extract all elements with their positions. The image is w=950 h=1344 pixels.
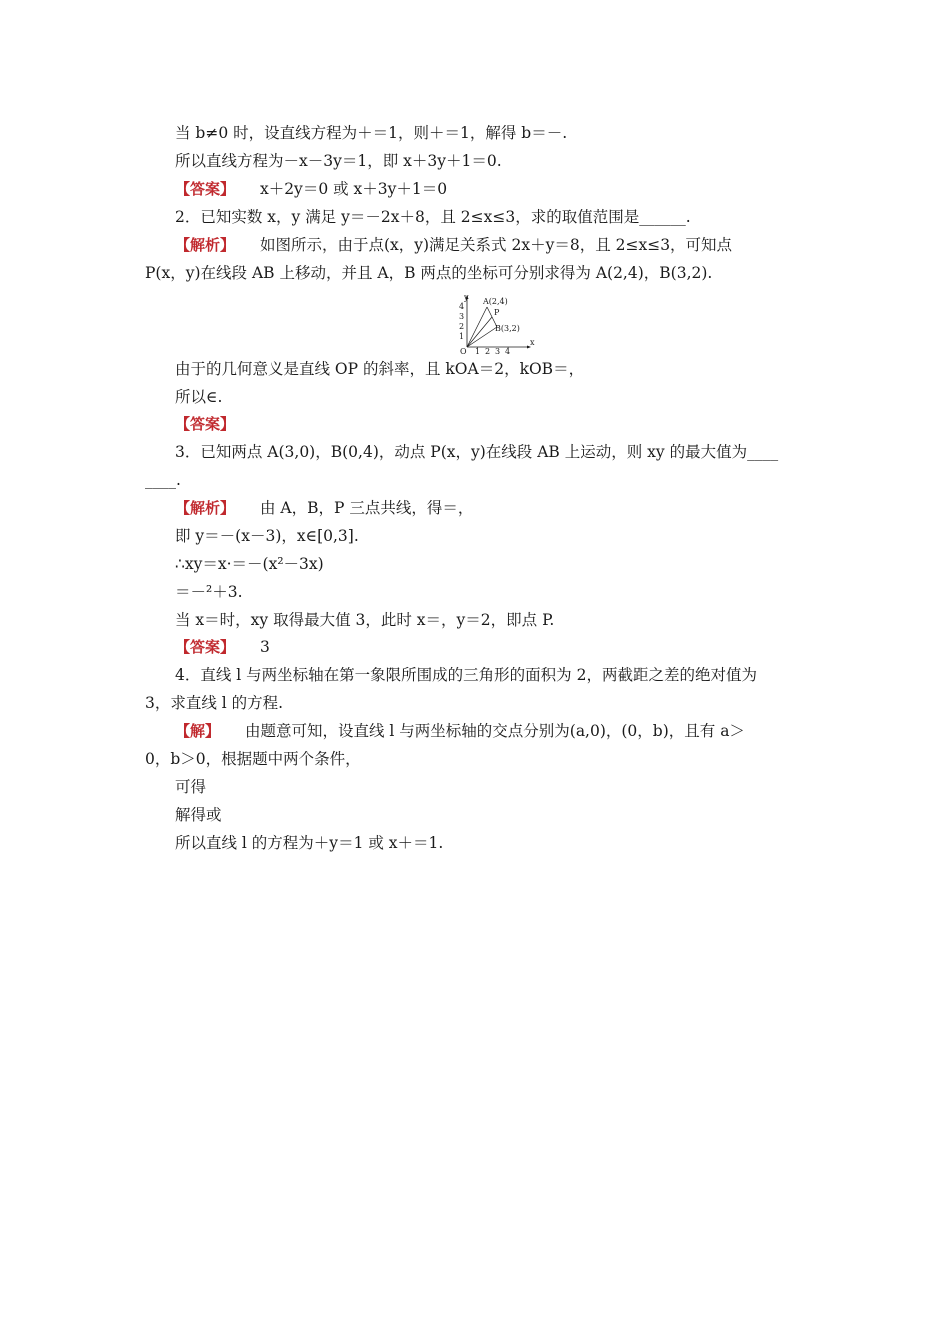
question-2: 2．已知实数 x，y 满足 y＝－2x＋8，且 2≤x≤3，求的取值范围是______.: [175, 208, 691, 226]
question-3: 3．已知两点 A(3,0)，B(0,4)，动点 P(x，y)在线段 AB 上运动，则 xy 的最大值为____: [175, 443, 779, 461]
text-line: ＝－²＋3.: [175, 583, 243, 601]
text-line: 当 x＝时，xy 取得最大值 3，此时 x＝，y＝2，即点 P.: [175, 611, 555, 629]
answer-text: x＋2y＝0 或 x＋3y＋1＝0: [259, 180, 448, 198]
x-tick: 1: [475, 347, 481, 355]
y-tick: 3: [459, 312, 465, 321]
text-line: 所以∈.: [175, 388, 223, 406]
text-line: 解得或: [175, 806, 222, 824]
solution-text: 由题意可知，设直线 l 与两坐标轴的交点分别为(a,0)，(0，b)，且有 a＞: [244, 722, 745, 740]
text-line: P(x，y)在线段 AB 上移动，并且 A，B 两点的坐标可分别求得为 A(2,4)，B(3,2).: [145, 264, 713, 282]
answer-tag: 【答案】: [175, 180, 236, 198]
analysis-row: [175, 235, 732, 255]
answer-row: [175, 637, 270, 657]
solution-tag: 【解】: [175, 722, 221, 740]
x-tick: 2: [485, 347, 491, 355]
origin-label: O: [460, 347, 467, 355]
text-line: 由于的几何意义是直线 OP 的斜率，且 kOA＝2，kOB＝，: [175, 360, 585, 378]
text-line: ∴xy＝x·＝－(x²－3x): [175, 555, 324, 573]
y-tick: 4: [459, 302, 465, 311]
x-tick: 4: [505, 347, 511, 355]
text-line: 0，b＞0，根据题中两个条件，: [145, 750, 361, 768]
text-line: 即 y＝－(x－3)，x∈[0,3].: [175, 527, 359, 545]
x-axis-label: x: [530, 338, 535, 347]
point-a-label: A(2,4): [483, 297, 508, 306]
text-line: 3，求直线 l 的方程.: [145, 694, 284, 712]
answer-text: 3: [259, 638, 270, 656]
y-axis-label: y: [464, 295, 469, 302]
x-tick: 3: [495, 347, 501, 355]
text-line: 当 b≠0 时，设直线方程为＋＝1，则＋＝1，解得 b＝－.: [175, 124, 568, 142]
point-b-label: B(3,2): [495, 324, 520, 333]
text-line: ____.: [145, 471, 181, 489]
answer-row: [175, 179, 447, 199]
answer-tag: 【答案】: [175, 415, 236, 433]
answer-tag: 【答案】: [175, 638, 236, 656]
analysis-tag: 【解析】: [175, 499, 236, 517]
y-tick: 1: [459, 332, 465, 341]
text-line: 可得: [175, 778, 207, 796]
question-4: 4．直线 l 与两坐标轴在第一象限所围成的三角形的面积为 2，两截距之差的绝对值为: [175, 666, 757, 684]
text-line: 所以直线方程为－x－3y＝1，即 x＋3y＋1＝0.: [175, 152, 502, 170]
answer-row: [175, 414, 235, 434]
coordinate-figure: [455, 295, 535, 355]
point-p-label: P: [494, 308, 500, 317]
solution-row: [175, 721, 745, 741]
text-line: 所以直线 l 的方程为＋y＝1 或 x＋＝1.: [175, 834, 444, 852]
analysis-row: [175, 498, 473, 518]
analysis-text: 如图所示，由于点(x，y)满足关系式 2x＋y＝8，且 2≤x≤3，可知点: [259, 236, 733, 254]
y-tick: 2: [459, 322, 465, 331]
analysis-tag: 【解析】: [175, 236, 236, 254]
segment-ob: [467, 327, 497, 347]
analysis-text: 由 A，B，P 三点共线，得＝，: [259, 499, 474, 517]
